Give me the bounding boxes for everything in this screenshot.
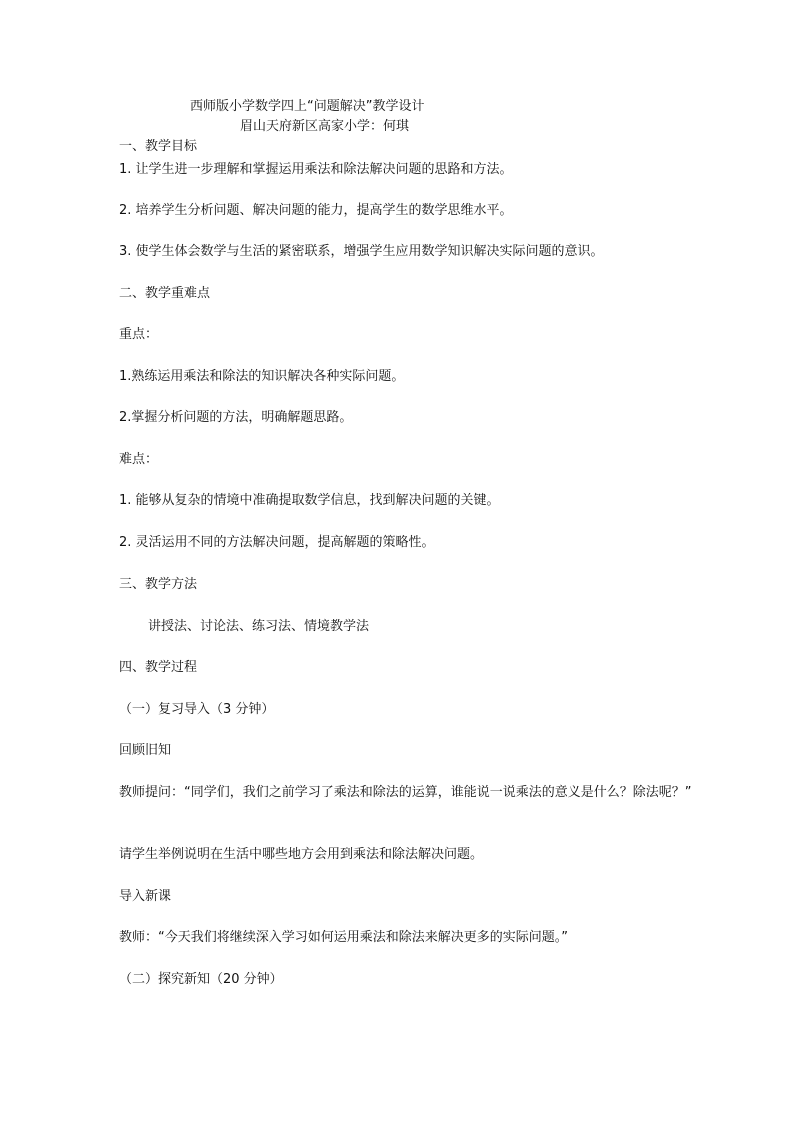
key-point-2: 2.掌握分析问题的方法，明确解题思路。 (119, 410, 353, 425)
section-heading-goals: 一、教学目标 (119, 139, 198, 154)
key-point-1: 1.熟练运用乘法和除法的知识解决各种实际问题。 (119, 369, 405, 384)
difficult-points-label: 难点： (119, 452, 159, 467)
teacher-intro: 教师：“今天我们将继续深入学习如何运用乘法和除法来解决更多的实际问题。” (119, 930, 568, 945)
difficult-point-1: 1. 能够从复杂的情境中准确提取数学信息，找到解决问题的关键。 (119, 493, 500, 508)
goal-item-2: 2. 培养学生分析问题、解决问题的能力，提高学生的数学思维水平。 (119, 203, 513, 218)
goal-item-3: 3. 使学生体会数学与生活的紧密联系，增强学生应用数学知识解决实际问题的意识。 (119, 244, 604, 259)
author-line: 眉山天府新区高家小学：何琪 (240, 119, 410, 134)
review-heading: 回顾旧知 (119, 743, 172, 758)
goal-item-1: 1. 让学生进一步理解和掌握运用乘法和除法解决问题的思路和方法。 (119, 162, 513, 177)
part-1-heading: （一）复习导入（3 分钟） (119, 702, 275, 717)
teacher-question: 教师提问：“同学们，我们之前学习了乘法和除法的运算，谁能说一说乘法的意义是什么？除法呢？” (119, 785, 692, 800)
section-heading-key-difficult: 二、教学重难点 (119, 286, 211, 301)
section-heading-process: 四、教学过程 (119, 660, 198, 675)
student-examples: 请学生举例说明在生活中哪些地方会用到乘法和除法解决问题。 (119, 847, 484, 862)
methods-text: 讲授法、讨论法、练习法、情境教学法 (148, 619, 370, 634)
section-heading-methods: 三、教学方法 (119, 577, 198, 592)
intro-heading: 导入新课 (119, 889, 172, 904)
part-2-heading: （二）探究新知（20 分钟） (119, 972, 283, 987)
difficult-point-2: 2. 灵活运用不同的方法解决问题，提高解题的策略性。 (119, 535, 435, 550)
key-points-label: 重点： (119, 327, 159, 342)
document-title: 西师版小学数学四上“问题解决”教学设计 (190, 99, 425, 114)
